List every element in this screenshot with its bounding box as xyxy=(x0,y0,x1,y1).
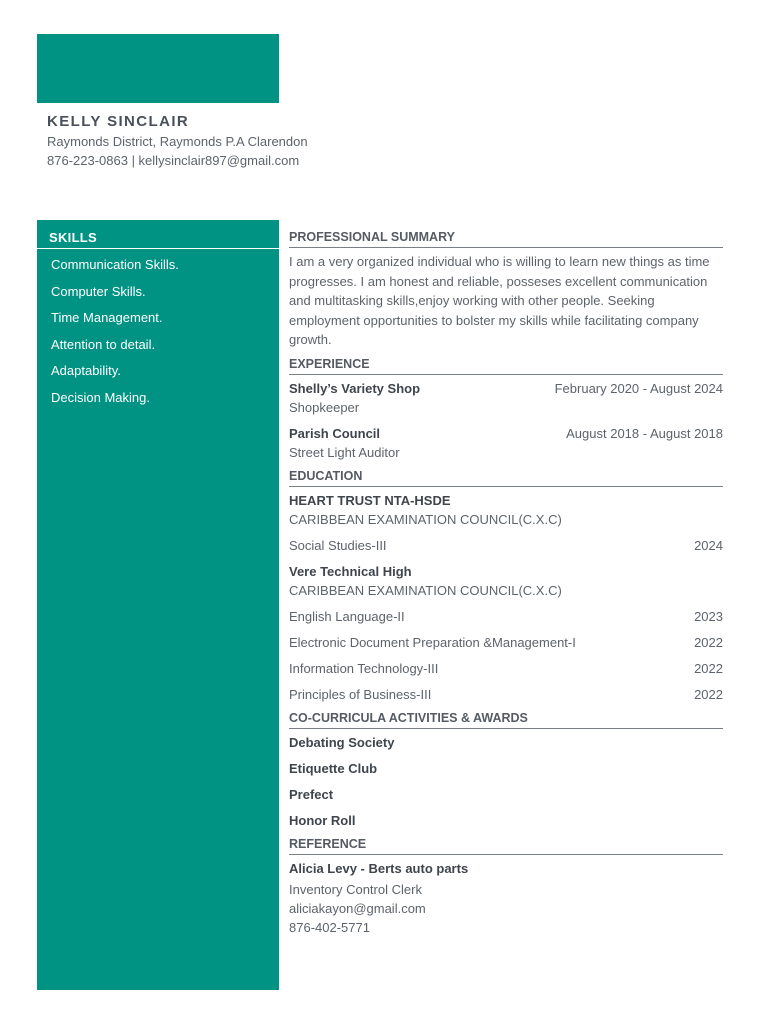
subject-year: 2022 xyxy=(694,634,723,650)
job-dates: August 2018 - August 2018 xyxy=(566,425,723,441)
subject-row xyxy=(289,659,723,678)
job-role: Street Light Auditor xyxy=(289,444,400,460)
school-name: HEART TRUST NTA-HSDE xyxy=(289,492,451,508)
spacer xyxy=(289,417,723,424)
exam-board: CARIBBEAN EXAMINATION COUNCIL(C.X.C) xyxy=(289,582,562,598)
job-company: Shelly’s Variety Shop xyxy=(289,380,421,396)
activity-item: Prefect xyxy=(289,786,334,802)
summary-text: I am a very organized individual who is willing to learn new things as time progresses. I am honest and reliable, posseses excellent communication and multitasking skills,enjoy working with other people. Seeking employment opportunities to bolster my skills while facilitating company growth. xyxy=(289,254,710,347)
main-column xyxy=(289,229,723,937)
school-entry xyxy=(289,562,723,704)
skill-item: Attention to detail. xyxy=(51,336,156,352)
job-entry xyxy=(289,379,723,417)
candidate-name: KELLY SINCLAIR xyxy=(47,113,190,130)
skill-item: Adaptability. xyxy=(51,363,121,378)
education-title: EDUCATION xyxy=(289,468,723,487)
reference-section xyxy=(289,836,723,937)
skill-item: Communication Skills. xyxy=(51,257,179,272)
activities-section xyxy=(289,710,723,830)
reference-position: Inventory Control Clerk xyxy=(289,881,422,897)
skills-sidebar xyxy=(37,220,279,990)
reference-title: REFERENCE xyxy=(289,836,723,855)
skills-title: SKILLS xyxy=(37,220,279,249)
activity-item: Etiquette Club xyxy=(289,760,378,776)
subject-name: Information Technology-III xyxy=(289,660,439,676)
job-company: Parish Council xyxy=(289,425,381,441)
address: Raymonds District, Raymonds P.A Clarendon xyxy=(47,134,308,149)
skill-item: Decision Making. xyxy=(51,389,150,405)
school-entry xyxy=(289,491,723,555)
reference-email: aliciakayon@gmail.com xyxy=(289,900,426,916)
subject-row xyxy=(289,607,723,626)
resume-header xyxy=(47,112,308,170)
job-entry xyxy=(289,424,723,462)
contact-line: 876-223-0863 | kellysinclair897@gmail.com xyxy=(47,153,300,168)
experience-section xyxy=(289,356,723,462)
spacer xyxy=(289,600,723,607)
subject-name: Electronic Document Preparation &Management-I xyxy=(289,634,576,650)
skill-item: Time Management. xyxy=(51,310,163,325)
activity-item: Debating Society xyxy=(289,734,395,750)
activities-title: CO-CURRICULA ACTIVITIES & AWARDS xyxy=(289,710,723,729)
summary-title: PROFESSIONAL SUMMARY xyxy=(289,229,723,248)
education-section xyxy=(289,468,723,704)
subject-year: 2023 xyxy=(694,608,723,624)
activity-item: Honor Roll xyxy=(289,812,356,828)
job-dates: February 2020 - August 2024 xyxy=(554,380,723,396)
subject-name: Social Studies-III xyxy=(289,537,387,553)
spacer xyxy=(289,555,723,562)
spacer xyxy=(289,529,723,536)
job-role: Shopkeeper xyxy=(289,399,360,415)
subject-row xyxy=(289,633,723,652)
skills-list xyxy=(37,249,279,411)
experience-title: EXPERIENCE xyxy=(289,356,723,375)
subject-row xyxy=(289,536,723,555)
header-accent-block xyxy=(37,34,279,103)
subject-name: English Language-II xyxy=(289,608,405,624)
skill-item: Computer Skills. xyxy=(51,283,146,299)
subject-name: Principles of Business-III xyxy=(289,686,432,702)
subject-year: 2024 xyxy=(694,537,723,553)
subject-year: 2022 xyxy=(694,686,723,702)
subject-year: 2022 xyxy=(694,660,723,676)
subject-row xyxy=(289,685,723,704)
summary-section xyxy=(289,229,723,350)
reference-name: Alicia Levy - Berts auto parts xyxy=(289,860,469,876)
school-name: Vere Technical High xyxy=(289,563,412,579)
exam-board: CARIBBEAN EXAMINATION COUNCIL(C.X.C) xyxy=(289,511,562,527)
reference-phone: 876-402-5771 xyxy=(289,919,370,935)
